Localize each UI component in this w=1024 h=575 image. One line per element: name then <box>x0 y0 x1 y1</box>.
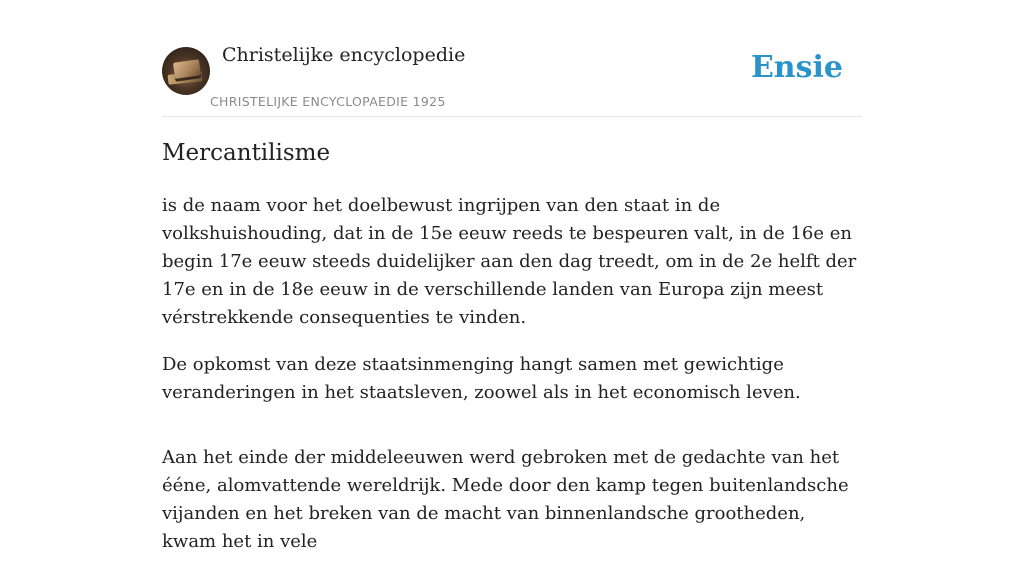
page <box>162 0 862 552</box>
brand-logo[interactable]: Ensie <box>750 50 843 85</box>
avatar[interactable] <box>162 47 210 95</box>
site-title[interactable]: Christelijke encyclopedie <box>222 44 466 66</box>
article-body <box>162 192 862 575</box>
article-paragraph: is de naam voor het doelbewust ingrijpen van den staat in de volkshuishouding, dat in de 15e eeuw reeds te bespeuren valt, in de 16e en begin 17e eeuw steeds duidelijker aan den dag treedt, om in de 2e helft der 17e en in de 18e eeuw in de verschillende landen van Europa zijn meest vérstrekkende consequenties te vinden. <box>162 195 857 328</box>
article-paragraph: Aan het einde der middeleeuwen werd gebroken met de gedachte van het éénе, alomvattende wereldrijk. Mede door den kamp tegen buitenlandsche vijanden en het breken van de macht van binnenlandsche grootheden, kwam het in vele <box>162 447 849 552</box>
header <box>162 0 862 117</box>
article-paragraph: De opkomst van deze staatsinmenging hangt samen met gewichtige veranderingen in het staatsleven, zoowel als in het economisch leven. <box>162 354 801 403</box>
site-subtitle[interactable]: CHRISTELIJKE ENCYCLOPAEDIE 1925 <box>210 94 446 109</box>
article-title: Mercantilisme <box>162 140 331 166</box>
